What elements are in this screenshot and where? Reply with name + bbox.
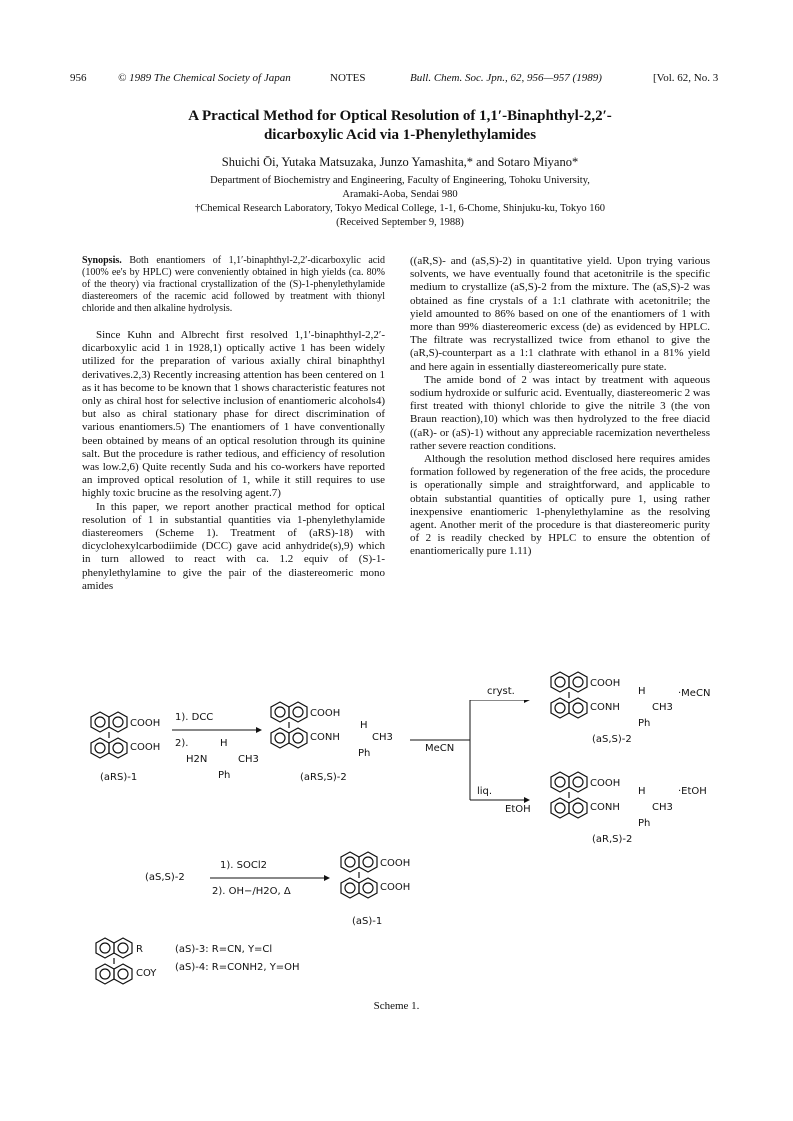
binaphthyl-structure: [550, 770, 590, 820]
step-2-label: 2).: [175, 738, 189, 749]
copyright: © 1989 The Chemical Society of Japan: [118, 72, 291, 84]
methyl-group: CH3: [652, 702, 673, 713]
coy-group: COY: [136, 968, 157, 979]
binaphthyl-structure: [270, 700, 310, 750]
binaphthyl-structure: [340, 850, 380, 900]
paragraph: In this paper, we report another practical method for optical resolution of 1 in substantial quantities via 1-phenylethylamide diastereomers (Scheme 1). Treatment of (aRS)-18) with dicyclohexylcarbodiimide (DCC) gave acid anhydride(s),9) which in turn allowed to react with ca. 1.2 equiv of (S)-1-phenylethylamine to give the pair of the diastereomeric mono amides: [82, 500, 385, 592]
paragraph: The amide bond of 2 was intact by treatment with aqueous sodium hydroxide or sulfuric acid. Eventually, diastereomeric 2 was first treated with thionyl chloride to give the nitrile 3 (the von Braun reaction),10) which was then hydrolyzed to the free diacid ((aR)- or (aS)-1) without any appreciable racemization nevertheless rather severe reaction conditions.: [410, 373, 710, 452]
liq-label: liq.: [477, 786, 493, 797]
compound-label-aRS-1: (aRS)-1: [100, 772, 138, 783]
title-line-2: dicarboxylic Acid via 1-Phenylethylamides: [263, 127, 537, 143]
h-atom: H: [638, 686, 646, 697]
reagent-dcc: 1). DCC: [175, 712, 214, 723]
phenyl-group: Ph: [638, 818, 651, 829]
paragraph: Although the resolution method disclosed here requires amides formation followed by regeneration of the free acids, the procedure is operationally simple and straightforward, and applicable to obtain substantial quantities of optically pure 1, using rather inexpensive enantiomeric 1-phenylethylamine as the resolving agent. Another merit of the procedure is that diastereomeric purity of 2 is readily checked by HPLC to ensure the obtention of enantiomerically pure 1.11): [410, 453, 710, 558]
reagent-socl2: 1). SOCl2: [220, 860, 267, 871]
cooh-group: COOH: [590, 678, 621, 689]
compound-label-aS-1: (aS)-1: [352, 916, 383, 927]
affiliation-1: Department of Biochemistry and Engineering, Faculty of Engineering, Tohoku University,: [210, 175, 590, 186]
cryst-label: cryst.: [487, 686, 515, 697]
mecn-clathrate: ·MeCN: [678, 688, 711, 699]
binaphthyl-structure: [90, 710, 130, 760]
definition-4: (aS)-4: R=CONH2, Y=OH: [175, 962, 300, 973]
methyl-group: CH3: [652, 802, 673, 813]
volume-ref: [Vol. 62, No. 3: [653, 72, 719, 84]
h-atom: H: [360, 720, 368, 731]
reaction-arrow: [210, 874, 330, 882]
split-arrows: [410, 700, 530, 820]
cooh-group: COOH: [310, 708, 341, 719]
phenyl-group: Ph: [358, 748, 371, 759]
amide-group: CONH: [310, 732, 340, 743]
authors: Shuichi Ōi, Yutaka Matsuzaka, Junzo Yamashita,* and Sotaro Miyano*: [221, 155, 579, 169]
page-number: 956: [70, 72, 87, 84]
compound-label-aRS-S-2: (aRS,S)-2: [300, 772, 347, 783]
solvent-mecn: MeCN: [425, 743, 455, 754]
left-column: [82, 255, 385, 593]
scheme-1: [80, 678, 730, 1070]
affiliations: [100, 174, 700, 230]
etoh-clathrate: ·EtOH: [678, 786, 707, 797]
compound-label-aS-S-2: (aS,S)-2: [592, 734, 632, 745]
right-column: [410, 255, 710, 559]
h-atom: H: [638, 786, 646, 797]
affiliation-2: Aramaki-Aoba, Sendai 980: [342, 189, 458, 200]
reaction-arrow: [172, 726, 262, 734]
start-compound-label: (aS,S)-2: [145, 872, 185, 883]
amide-group: CONH: [590, 802, 620, 813]
binaphthyl-structure: [550, 670, 590, 720]
cooh-group: COOH: [380, 858, 411, 869]
cooh-group: COOH: [130, 742, 161, 753]
section-label: NOTES: [330, 72, 366, 84]
r-group: R: [136, 944, 143, 955]
solvent-etoh: EtOH: [505, 804, 531, 815]
amine-group: H2N: [186, 754, 208, 765]
scheme-caption: Scheme 1.: [373, 1000, 420, 1012]
synopsis-label: Synopsis.: [82, 255, 122, 266]
synopsis: [82, 255, 385, 315]
binaphthyl-structure: [95, 936, 135, 986]
h-atom: H: [220, 738, 228, 749]
methyl-group: CH3: [238, 754, 259, 765]
paragraph: Since Kuhn and Albrecht first resolved 1,1′-binaphthyl-2,2′-dicarboxylic acid 1 in 1928,1) optically active 1 has been widely utilized for the preparation of various axially chiral binaphthyl derivatives.2,3) Recently increasing attention has been centered on 1 as it has become to be known that 1 shows characteristic features not only as chiral host for selective inclusion of enantiomeric alcohols4) but also as chiral stationary phase for direct discrimination of various enantiomers.5) The enantiomers of 1 have conventionally been obtained by means of an optical resolution through its quinine salt. But the procedure is rather tedious, and efficiency of resolution was low.2,6) Quite recently Suda and his co-workers have reported an improved optical resolution of 1, while it still requires to use highly toxic brucine as the resolving agent.7): [82, 329, 386, 500]
cooh-group: COOH: [380, 882, 411, 893]
received-date: (Received September 9, 1988): [336, 217, 464, 228]
reagent-hydrolysis: 2). OH−/H2O, Δ: [212, 886, 291, 897]
definition-3: (aS)-3: R=CN, Y=Cl: [175, 944, 273, 955]
synopsis-text: Both enantiomers of 1,1′-binaphthyl-2,2′-dicarboxylic acid (100% ee's by HPLC) were conveniently obtained in high yields (ca. 80% of the theory) via fractional crystallization of the (S)-1-phenylethylamide diastereomers of the racemic acid followed by treatment with thionyl chloride and then alkaline hydrolysis.: [82, 255, 385, 314]
affiliation-3: †Chemical Research Laboratory, Tokyo Medical College, 1-1, 6-Chome, Shinjuku-ku, Tokyo 160: [194, 203, 606, 214]
phenyl-group: Ph: [218, 770, 231, 781]
phenyl-group: Ph: [638, 718, 651, 729]
methyl-group: CH3: [372, 732, 393, 743]
cooh-group: COOH: [130, 718, 161, 729]
amide-group: CONH: [590, 702, 620, 713]
cooh-group: COOH: [590, 778, 621, 789]
title-line-1: A Practical Method for Optical Resolution of 1,1′-Binaphthyl-2,2′-: [188, 108, 612, 124]
paragraph: ((aR,S)- and (aS,S)-2) in quantitative yield. Upon trying various solvents, we have eventually found that acetonitrile is the specific medium to crystallize (aS,S)-2 from the mixture. The (aS,S)-2 was obtained as fine crystals of a 1:1 clathrate with acetonitrile; the yield amounted to 86% based on one of the enantiomers of 1 with more than 99% diastereomeric excess (de) as evidenced by HPLC. The filtrate was recrystallized twice from ethanol to give the (aR,S)-counterpart as a 1:1 clathrate with ethanol in a 81% yield and here again in essentially diastereomerically pure state.: [410, 255, 710, 373]
paper-title: [100, 107, 700, 145]
journal-ref: Bull. Chem. Soc. Jpn., 62, 956—957 (1989): [410, 72, 602, 84]
compound-label-aR-S-2: (aR,S)-2: [592, 834, 633, 845]
